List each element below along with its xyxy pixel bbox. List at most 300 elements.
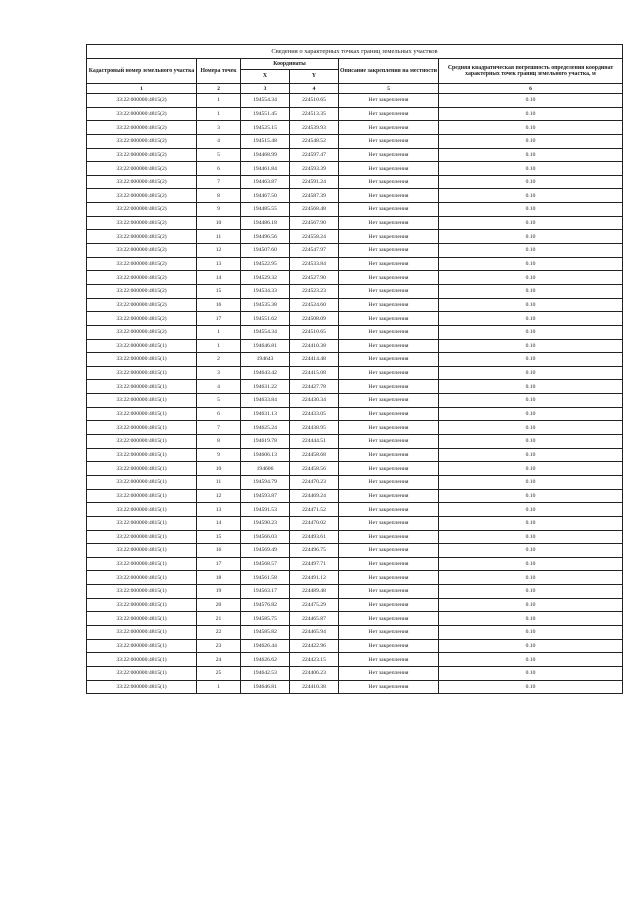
- error-cell: 0.10: [439, 666, 623, 680]
- cadastral-number-cell: 33:22:000000:4815(2): [87, 134, 197, 148]
- x-coordinate-cell: 194496.56: [241, 230, 290, 244]
- point-number-cell: 6: [197, 162, 241, 176]
- error-cell: 0.10: [439, 94, 623, 108]
- error-cell: 0.10: [439, 312, 623, 326]
- table-title: Сведения о характерных точках границ земельных участков: [87, 45, 623, 59]
- point-number-cell: 12: [197, 489, 241, 503]
- error-cell: 0.10: [439, 271, 623, 285]
- cadastral-number-cell: 33:22:000000:4815(2): [87, 298, 197, 312]
- x-coordinate-cell: 194529.32: [241, 271, 290, 285]
- description-cell: Нет закрепления: [339, 530, 439, 544]
- y-coordinate-cell: 224422.96: [290, 639, 339, 653]
- table-row: [87, 666, 623, 680]
- description-cell: Нет закрепления: [339, 585, 439, 599]
- error-cell: 0.10: [439, 175, 623, 189]
- table-row: [87, 94, 623, 108]
- y-coordinate-cell: 224548.52: [290, 134, 339, 148]
- description-cell: Нет закрепления: [339, 639, 439, 653]
- x-coordinate-cell: 194467.50: [241, 189, 290, 203]
- point-number-cell: 5: [197, 148, 241, 162]
- cadastral-number-cell: 33:22:000000:4815(2): [87, 107, 197, 121]
- y-coordinate-cell: 224497.71: [290, 557, 339, 571]
- table-row: [87, 339, 623, 353]
- point-number-cell: 24: [197, 653, 241, 667]
- x-coordinate-cell: 194590.23: [241, 516, 290, 530]
- y-coordinate-cell: 224410.38: [290, 339, 339, 353]
- description-cell: Нет закрепления: [339, 503, 439, 517]
- point-number-cell: 7: [197, 421, 241, 435]
- x-coordinate-cell: 194576.82: [241, 598, 290, 612]
- point-number-cell: 9: [197, 203, 241, 217]
- error-cell: 0.10: [439, 435, 623, 449]
- description-cell: Нет закрепления: [339, 312, 439, 326]
- y-coordinate-cell: 224508.09: [290, 312, 339, 326]
- table-row: [87, 230, 623, 244]
- table-row: [87, 271, 623, 285]
- error-cell: 0.10: [439, 380, 623, 394]
- error-cell: 0.10: [439, 489, 623, 503]
- description-cell: Нет закрепления: [339, 189, 439, 203]
- x-coordinate-cell: 194631.13: [241, 407, 290, 421]
- table-row: [87, 585, 623, 599]
- x-coordinate-cell: 194551.62: [241, 312, 290, 326]
- table-row: [87, 653, 623, 667]
- cadastral-number-cell: 33:22:000000:4815(1): [87, 366, 197, 380]
- point-number-cell: 11: [197, 475, 241, 489]
- description-cell: Нет закрепления: [339, 148, 439, 162]
- description-cell: Нет закрепления: [339, 162, 439, 176]
- description-cell: Нет закрепления: [339, 216, 439, 230]
- header-cadastral-number: Кадастровый номер земельного участка: [87, 59, 197, 84]
- cadastral-number-cell: 33:22:000000:4815(1): [87, 421, 197, 435]
- x-coordinate-cell: 194606.13: [241, 448, 290, 462]
- header-point-number: Номера точек: [197, 59, 241, 84]
- description-cell: Нет закрепления: [339, 516, 439, 530]
- cadastral-number-cell: 33:22:000000:4815(1): [87, 407, 197, 421]
- table-row: [87, 421, 623, 435]
- cadastral-number-cell: 33:22:000000:4815(1): [87, 544, 197, 558]
- x-coordinate-cell: 194643.42: [241, 366, 290, 380]
- x-coordinate-cell: 194554.34: [241, 325, 290, 339]
- description-cell: Нет закрепления: [339, 557, 439, 571]
- description-cell: Нет закрепления: [339, 666, 439, 680]
- table-row: [87, 639, 623, 653]
- y-coordinate-cell: 224523.23: [290, 284, 339, 298]
- error-cell: 0.10: [439, 121, 623, 135]
- description-cell: Нет закрепления: [339, 407, 439, 421]
- y-coordinate-cell: 224458.56: [290, 462, 339, 476]
- x-coordinate-cell: 194619.78: [241, 435, 290, 449]
- y-coordinate-cell: 224470.23: [290, 475, 339, 489]
- point-number-cell: 21: [197, 612, 241, 626]
- cadastral-number-cell: 33:22:000000:4815(2): [87, 271, 197, 285]
- y-coordinate-cell: 224510.65: [290, 94, 339, 108]
- cadastral-number-cell: 33:22:000000:4815(2): [87, 121, 197, 135]
- point-number-cell: 3: [197, 121, 241, 135]
- description-cell: Нет закрепления: [339, 284, 439, 298]
- point-number-cell: 20: [197, 598, 241, 612]
- table-row: [87, 325, 623, 339]
- table-row: [87, 598, 623, 612]
- error-cell: 0.10: [439, 298, 623, 312]
- error-cell: 0.10: [439, 544, 623, 558]
- table-row: [87, 244, 623, 258]
- description-cell: Нет закрепления: [339, 435, 439, 449]
- y-coordinate-cell: 224430.34: [290, 394, 339, 408]
- x-coordinate-cell: 194626.44: [241, 639, 290, 653]
- error-cell: 0.10: [439, 244, 623, 258]
- description-cell: Нет закрепления: [339, 598, 439, 612]
- y-coordinate-cell: 224489.48: [290, 585, 339, 599]
- cadastral-number-cell: 33:22:000000:4815(1): [87, 462, 197, 476]
- y-coordinate-cell: 224471.52: [290, 503, 339, 517]
- table-row: [87, 612, 623, 626]
- point-number-cell: 13: [197, 503, 241, 517]
- description-cell: Нет закрепления: [339, 203, 439, 217]
- y-coordinate-cell: 224547.97: [290, 244, 339, 258]
- table-row: [87, 216, 623, 230]
- x-coordinate-cell: 194485.55: [241, 203, 290, 217]
- boundary-points-table: [86, 44, 623, 694]
- x-coordinate-cell: 194643: [241, 353, 290, 367]
- y-coordinate-cell: 224513.35: [290, 107, 339, 121]
- cadastral-number-cell: 33:22:000000:4815(1): [87, 339, 197, 353]
- header-coordinates: Координаты: [241, 59, 339, 70]
- x-coordinate-cell: 194525.15: [241, 121, 290, 135]
- error-cell: 0.10: [439, 598, 623, 612]
- description-cell: Нет закрепления: [339, 380, 439, 394]
- point-number-cell: 4: [197, 134, 241, 148]
- description-cell: Нет закрепления: [339, 462, 439, 476]
- x-coordinate-cell: 194534.33: [241, 284, 290, 298]
- cadastral-number-cell: 33:22:000000:4815(1): [87, 557, 197, 571]
- y-coordinate-cell: 224475.29: [290, 598, 339, 612]
- point-number-cell: 16: [197, 298, 241, 312]
- y-coordinate-cell: 224591.24: [290, 175, 339, 189]
- error-cell: 0.10: [439, 162, 623, 176]
- table-row: [87, 625, 623, 639]
- x-coordinate-cell: 194646.81: [241, 339, 290, 353]
- point-number-cell: 10: [197, 462, 241, 476]
- description-cell: Нет закрепления: [339, 680, 439, 694]
- error-cell: 0.10: [439, 557, 623, 571]
- y-coordinate-cell: 224597.47: [290, 148, 339, 162]
- x-coordinate-cell: 194486.18: [241, 216, 290, 230]
- header-x: X: [241, 70, 290, 84]
- x-coordinate-cell: 194522.95: [241, 257, 290, 271]
- error-cell: 0.10: [439, 475, 623, 489]
- y-coordinate-cell: 224406.23: [290, 666, 339, 680]
- x-coordinate-cell: 194563.17: [241, 585, 290, 599]
- y-coordinate-cell: 224470.02: [290, 516, 339, 530]
- point-number-cell: 14: [197, 271, 241, 285]
- table-row: [87, 462, 623, 476]
- point-number-cell: 1: [197, 94, 241, 108]
- y-coordinate-cell: 224444.51: [290, 435, 339, 449]
- cadastral-number-cell: 33:22:000000:4815(2): [87, 216, 197, 230]
- point-number-cell: 14: [197, 516, 241, 530]
- y-coordinate-cell: 224458.68: [290, 448, 339, 462]
- y-coordinate-cell: 224593.39: [290, 162, 339, 176]
- table-row: [87, 353, 623, 367]
- cadastral-number-cell: 33:22:000000:4815(1): [87, 680, 197, 694]
- point-number-cell: 11: [197, 230, 241, 244]
- cadastral-number-cell: 33:22:000000:4815(2): [87, 325, 197, 339]
- cadastral-number-cell: 33:22:000000:4815(1): [87, 394, 197, 408]
- error-cell: 0.10: [439, 230, 623, 244]
- error-cell: 0.10: [439, 189, 623, 203]
- error-cell: 0.10: [439, 394, 623, 408]
- error-cell: 0.10: [439, 407, 623, 421]
- cadastral-number-cell: 33:22:000000:4815(1): [87, 475, 197, 489]
- point-number-cell: 13: [197, 257, 241, 271]
- error-cell: 0.10: [439, 107, 623, 121]
- y-coordinate-cell: 224510.65: [290, 325, 339, 339]
- x-coordinate-cell: 194468.99: [241, 148, 290, 162]
- table-row: [87, 380, 623, 394]
- error-cell: 0.10: [439, 203, 623, 217]
- table-row: [87, 394, 623, 408]
- x-coordinate-cell: 194594.79: [241, 475, 290, 489]
- description-cell: Нет закрепления: [339, 339, 439, 353]
- cadastral-number-cell: 33:22:000000:4815(2): [87, 175, 197, 189]
- error-cell: 0.10: [439, 448, 623, 462]
- point-number-cell: 25: [197, 666, 241, 680]
- y-coordinate-cell: 224524.60: [290, 298, 339, 312]
- description-cell: Нет закрепления: [339, 571, 439, 585]
- x-coordinate-cell: 194631.22: [241, 380, 290, 394]
- cadastral-number-cell: 33:22:000000:4815(1): [87, 448, 197, 462]
- cadastral-number-cell: 33:22:000000:4815(1): [87, 353, 197, 367]
- table-row: [87, 148, 623, 162]
- error-cell: 0.10: [439, 462, 623, 476]
- table-row: [87, 530, 623, 544]
- x-coordinate-cell: 194593.87: [241, 489, 290, 503]
- table-row: [87, 448, 623, 462]
- column-number: 1: [87, 84, 197, 94]
- point-number-cell: 22: [197, 625, 241, 639]
- cadastral-number-cell: 33:22:000000:4815(1): [87, 598, 197, 612]
- point-number-cell: 8: [197, 189, 241, 203]
- error-cell: 0.10: [439, 653, 623, 667]
- cadastral-number-cell: 33:22:000000:4815(1): [87, 612, 197, 626]
- column-number-row: [87, 84, 623, 94]
- table-row: [87, 257, 623, 271]
- error-cell: 0.10: [439, 639, 623, 653]
- table-row: [87, 544, 623, 558]
- x-coordinate-cell: 194463.87: [241, 175, 290, 189]
- cadastral-number-cell: 33:22:000000:4815(2): [87, 148, 197, 162]
- y-coordinate-cell: 224415.08: [290, 366, 339, 380]
- y-coordinate-cell: 224427.78: [290, 380, 339, 394]
- table-row: [87, 107, 623, 121]
- table-row: [87, 680, 623, 694]
- table-row: [87, 203, 623, 217]
- y-coordinate-cell: 224533.84: [290, 257, 339, 271]
- point-number-cell: 3: [197, 366, 241, 380]
- point-number-cell: 23: [197, 639, 241, 653]
- description-cell: Нет закрепления: [339, 298, 439, 312]
- x-coordinate-cell: 194642.53: [241, 666, 290, 680]
- point-number-cell: 17: [197, 557, 241, 571]
- x-coordinate-cell: 194535.38: [241, 298, 290, 312]
- description-cell: Нет закрепления: [339, 625, 439, 639]
- y-coordinate-cell: 224433.05: [290, 407, 339, 421]
- x-coordinate-cell: 194646.81: [241, 680, 290, 694]
- error-cell: 0.10: [439, 625, 623, 639]
- x-coordinate-cell: 194625.24: [241, 421, 290, 435]
- point-number-cell: 18: [197, 571, 241, 585]
- x-coordinate-cell: 194515.48: [241, 134, 290, 148]
- table-row: [87, 189, 623, 203]
- description-cell: Нет закрепления: [339, 121, 439, 135]
- description-cell: Нет закрепления: [339, 257, 439, 271]
- error-cell: 0.10: [439, 571, 623, 585]
- description-cell: Нет закрепления: [339, 244, 439, 258]
- point-number-cell: 9: [197, 448, 241, 462]
- point-number-cell: 6: [197, 407, 241, 421]
- description-cell: Нет закрепления: [339, 448, 439, 462]
- x-coordinate-cell: 194551.45: [241, 107, 290, 121]
- x-coordinate-cell: 194461.84: [241, 162, 290, 176]
- description-cell: Нет закрепления: [339, 271, 439, 285]
- cadastral-number-cell: 33:22:000000:4815(1): [87, 625, 197, 639]
- y-coordinate-cell: 224414.48: [290, 353, 339, 367]
- error-cell: 0.10: [439, 325, 623, 339]
- cadastral-number-cell: 33:22:000000:4815(1): [87, 585, 197, 599]
- y-coordinate-cell: 224527.90: [290, 271, 339, 285]
- x-coordinate-cell: 194561.58: [241, 571, 290, 585]
- column-number: 6: [439, 84, 623, 94]
- header-y: Y: [290, 70, 339, 84]
- description-cell: Нет закрепления: [339, 653, 439, 667]
- cadastral-number-cell: 33:22:000000:4815(2): [87, 189, 197, 203]
- x-coordinate-cell: 194585.75: [241, 612, 290, 626]
- point-number-cell: 19: [197, 585, 241, 599]
- description-cell: Нет закрепления: [339, 489, 439, 503]
- description-cell: Нет закрепления: [339, 230, 439, 244]
- x-coordinate-cell: 194569.49: [241, 544, 290, 558]
- y-coordinate-cell: 224438.95: [290, 421, 339, 435]
- table-row: [87, 366, 623, 380]
- point-number-cell: 8: [197, 435, 241, 449]
- table-row: [87, 298, 623, 312]
- table-row: [87, 407, 623, 421]
- point-number-cell: 1: [197, 339, 241, 353]
- x-coordinate-cell: 194585.82: [241, 625, 290, 639]
- y-coordinate-cell: 224568.48: [290, 203, 339, 217]
- x-coordinate-cell: 194566.03: [241, 530, 290, 544]
- cadastral-number-cell: 33:22:000000:4815(2): [87, 162, 197, 176]
- error-cell: 0.10: [439, 366, 623, 380]
- table-row: [87, 516, 623, 530]
- y-coordinate-cell: 224493.61: [290, 530, 339, 544]
- table-row: [87, 571, 623, 585]
- cadastral-number-cell: 33:22:000000:4815(1): [87, 639, 197, 653]
- table-row: [87, 175, 623, 189]
- error-cell: 0.10: [439, 339, 623, 353]
- point-number-cell: 1: [197, 107, 241, 121]
- cadastral-number-cell: 33:22:000000:4815(2): [87, 284, 197, 298]
- y-coordinate-cell: 224469.24: [290, 489, 339, 503]
- y-coordinate-cell: 224410.38: [290, 680, 339, 694]
- description-cell: Нет закрепления: [339, 544, 439, 558]
- table-row: [87, 503, 623, 517]
- table-row: [87, 284, 623, 298]
- x-coordinate-cell: 194606: [241, 462, 290, 476]
- point-number-cell: 7: [197, 175, 241, 189]
- point-number-cell: 1: [197, 325, 241, 339]
- y-coordinate-cell: 224558.24: [290, 230, 339, 244]
- description-cell: Нет закрепления: [339, 612, 439, 626]
- error-cell: 0.10: [439, 257, 623, 271]
- y-coordinate-cell: 224491.12: [290, 571, 339, 585]
- point-number-cell: 17: [197, 312, 241, 326]
- description-cell: Нет закрепления: [339, 325, 439, 339]
- header-error: Средняя квадратическая погрешность определения координат характерных точек границ земельного участка, м: [439, 59, 623, 84]
- description-cell: Нет закрепления: [339, 134, 439, 148]
- cadastral-number-cell: 33:22:000000:4815(1): [87, 571, 197, 585]
- table-row: [87, 435, 623, 449]
- cadastral-number-cell: 33:22:000000:4815(1): [87, 530, 197, 544]
- point-number-cell: 10: [197, 216, 241, 230]
- cadastral-number-cell: 33:22:000000:4815(1): [87, 516, 197, 530]
- column-number: 3: [241, 84, 290, 94]
- cadastral-number-cell: 33:22:000000:4815(2): [87, 312, 197, 326]
- document-page: [86, 44, 622, 694]
- table-row: [87, 162, 623, 176]
- description-cell: Нет закрепления: [339, 107, 439, 121]
- cadastral-number-cell: 33:22:000000:4815(1): [87, 653, 197, 667]
- error-cell: 0.10: [439, 134, 623, 148]
- point-number-cell: 15: [197, 530, 241, 544]
- cadastral-number-cell: 33:22:000000:4815(2): [87, 203, 197, 217]
- y-coordinate-cell: 224465.87: [290, 612, 339, 626]
- x-coordinate-cell: 194633.84: [241, 394, 290, 408]
- point-number-cell: 1: [197, 680, 241, 694]
- cadastral-number-cell: 33:22:000000:4815(1): [87, 503, 197, 517]
- table-row: [87, 475, 623, 489]
- cadastral-number-cell: 33:22:000000:4815(1): [87, 489, 197, 503]
- table-row: [87, 312, 623, 326]
- cadastral-number-cell: 33:22:000000:4815(1): [87, 435, 197, 449]
- point-number-cell: 4: [197, 380, 241, 394]
- cadastral-number-cell: 33:22:000000:4815(2): [87, 230, 197, 244]
- error-cell: 0.10: [439, 353, 623, 367]
- table-row: [87, 134, 623, 148]
- y-coordinate-cell: 224465.94: [290, 625, 339, 639]
- description-cell: Нет закрепления: [339, 366, 439, 380]
- description-cell: Нет закрепления: [339, 394, 439, 408]
- column-number: 2: [197, 84, 241, 94]
- point-number-cell: 12: [197, 244, 241, 258]
- cadastral-number-cell: 33:22:000000:4815(1): [87, 666, 197, 680]
- error-cell: 0.10: [439, 585, 623, 599]
- error-cell: 0.10: [439, 516, 623, 530]
- column-number: 5: [339, 84, 439, 94]
- table-row: [87, 121, 623, 135]
- description-cell: Нет закрепления: [339, 175, 439, 189]
- y-coordinate-cell: 224587.39: [290, 189, 339, 203]
- cadastral-number-cell: 33:22:000000:4815(2): [87, 244, 197, 258]
- table-row: [87, 557, 623, 571]
- error-cell: 0.10: [439, 530, 623, 544]
- description-cell: Нет закрепления: [339, 475, 439, 489]
- error-cell: 0.10: [439, 421, 623, 435]
- y-coordinate-cell: 224496.75: [290, 544, 339, 558]
- error-cell: 0.10: [439, 503, 623, 517]
- point-number-cell: 16: [197, 544, 241, 558]
